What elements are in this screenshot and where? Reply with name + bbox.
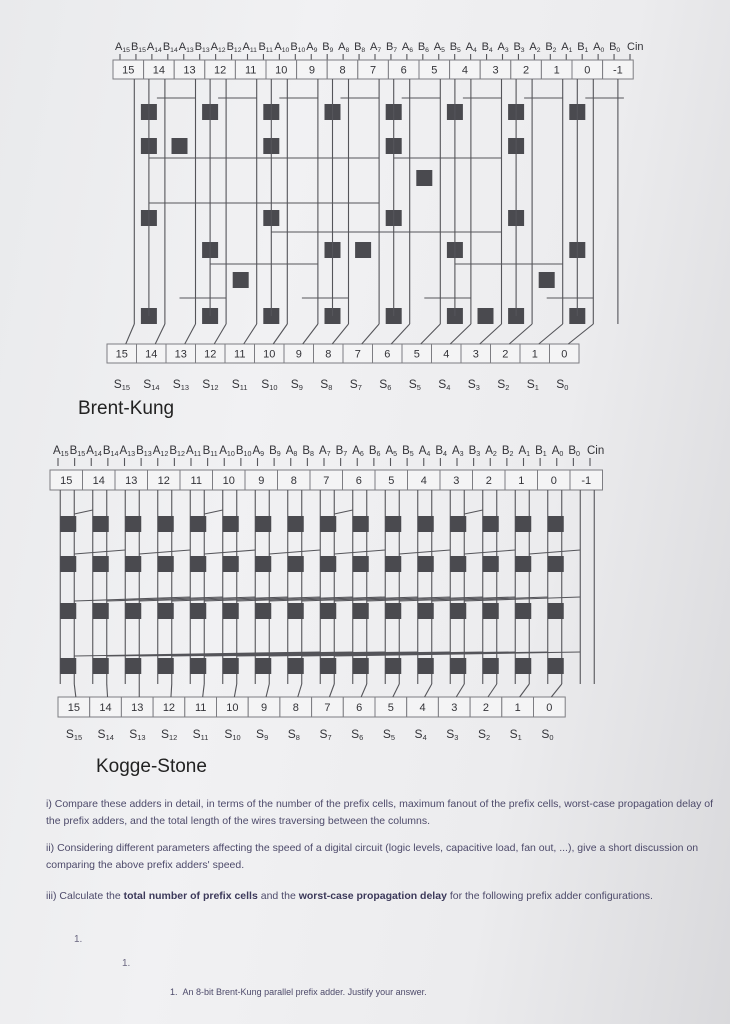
- input-label: B4: [481, 41, 493, 54]
- column-wire: [509, 324, 532, 344]
- sum-label: S10: [224, 727, 241, 742]
- top-column-cell-label: 10: [222, 475, 235, 487]
- prefix-cell: [320, 603, 336, 619]
- question-3-bold-delay: worst-case propagation delay: [298, 890, 447, 902]
- sum-label: S14: [143, 377, 160, 392]
- input-label: B7: [385, 41, 398, 54]
- input-label: B5: [402, 445, 414, 458]
- input-label: A3: [497, 41, 509, 54]
- prefix-cell: [418, 658, 434, 674]
- brent-kung-caption: Brent-Kung: [78, 398, 175, 419]
- input-label: A13: [178, 41, 194, 54]
- prefix-cell: [418, 556, 434, 572]
- sum-label: S7: [349, 377, 362, 392]
- bottom-column-cell-label: 13: [174, 348, 187, 361]
- sum-label: S15: [113, 377, 131, 392]
- prefix-cell: [478, 308, 494, 324]
- prefix-cell: [255, 658, 271, 674]
- question-2: ii) Considering different parameters affecting the speed of a digital circuit (logic levels, capacitive load, fan out, ...), give a short discussion on comparing the above prefix adders' speed.: [46, 842, 699, 871]
- prefix-cell: [190, 556, 206, 572]
- prefix-cell: [255, 556, 271, 572]
- prefix-cell: [548, 516, 564, 532]
- kogge-stone-svg: [0, 436, 730, 756]
- input-label: A12: [210, 41, 226, 54]
- top-column-cell-label: 1: [518, 475, 525, 487]
- cross-wire: [204, 550, 255, 554]
- prefix-cell: [353, 658, 369, 674]
- sum-label: S1: [526, 377, 539, 392]
- column-wire: [74, 684, 76, 697]
- input-label: B15: [69, 445, 86, 458]
- input-label: A0: [551, 445, 564, 458]
- prefix-cell: [450, 658, 466, 674]
- prefix-cell: [450, 516, 466, 532]
- input-label: A7: [319, 445, 331, 458]
- column-wire: [450, 324, 471, 344]
- top-column-cell-label: 12: [157, 475, 170, 487]
- prefix-cell: [125, 658, 141, 674]
- top-column-cell-label: 10: [275, 64, 288, 77]
- column-wire: [298, 684, 302, 697]
- top-column-cell-label: 13: [125, 475, 138, 487]
- bottom-column-cell-label: 1: [514, 702, 521, 714]
- cross-wire: [529, 550, 580, 554]
- cross-wire: [399, 550, 450, 554]
- prefix-cell: [320, 556, 336, 572]
- prefix-cell: [223, 603, 239, 619]
- prefix-cell: [93, 603, 109, 619]
- input-label: B10: [290, 41, 306, 54]
- bottom-column-cell-label: 13: [131, 702, 144, 714]
- sum-label: S12: [160, 727, 178, 742]
- top-column-cell-label: 12: [213, 64, 227, 77]
- top-column-cell-label: 6: [355, 475, 362, 487]
- input-label: B0: [568, 445, 581, 458]
- sum-label: S14: [97, 727, 114, 742]
- top-column-cell-label: 4: [461, 64, 468, 77]
- input-label: A14: [146, 41, 162, 54]
- input-label: B12: [226, 41, 242, 54]
- bottom-column-cell-label: 7: [354, 348, 361, 361]
- prefix-cell: [515, 516, 531, 532]
- input-label: A9: [252, 445, 265, 458]
- top-column-cell-label: 8: [290, 475, 297, 487]
- prefix-cell: [418, 603, 434, 619]
- input-label: B11: [258, 41, 273, 54]
- bottom-column-cell-label: 12: [204, 348, 217, 361]
- input-label: A1: [561, 41, 573, 54]
- bottom-column-cell-label: 0: [546, 702, 553, 714]
- top-column-cell-label: 7: [323, 475, 330, 487]
- list-item-number: 1.: [74, 934, 83, 945]
- carry-in-label: Cin: [627, 41, 644, 53]
- bottom-column-cell-label: 15: [67, 702, 80, 714]
- cross-wire: [269, 550, 320, 554]
- input-label: A2: [485, 445, 497, 458]
- bottom-column-cell-label: 4: [419, 702, 426, 714]
- bottom-column-cell-label: 14: [145, 348, 158, 361]
- prefix-cell: [483, 556, 499, 572]
- column-wire: [107, 684, 108, 697]
- bottom-column-cell-label: 5: [413, 348, 420, 361]
- list-item-text: An 8-bit Brent-Kung parallel prefix adder. Justify your answer.: [182, 987, 427, 997]
- prefix-cell: [288, 658, 304, 674]
- prefix-cell: [190, 658, 206, 674]
- top-column-cell-label: -1: [581, 475, 592, 487]
- top-column-cell-label: 6: [400, 64, 407, 77]
- top-column-cell-label: 5: [388, 475, 395, 487]
- bottom-column-cell-label: 12: [162, 702, 176, 714]
- input-label: B9: [322, 41, 334, 54]
- sum-label: S0: [541, 727, 554, 742]
- prefix-cell: [418, 516, 434, 532]
- top-column-cell-label: 9: [308, 64, 315, 77]
- input-label: A8: [338, 41, 350, 54]
- sum-label: S5: [408, 377, 421, 392]
- input-label: B11: [202, 445, 218, 458]
- cross-wire: [204, 510, 223, 514]
- sum-label: S6: [351, 727, 364, 742]
- cross-wire: [334, 510, 353, 514]
- input-label: A13: [119, 445, 136, 458]
- sum-label: S8: [287, 727, 300, 742]
- input-label: B12: [169, 445, 185, 458]
- cross-wire: [334, 550, 385, 554]
- question-3-bold-cells: total number of prefix cells: [123, 890, 258, 902]
- bottom-column-cell-label: 10: [226, 702, 239, 714]
- column-wire: [361, 684, 367, 697]
- input-label: B2: [501, 445, 514, 458]
- sum-label: S10: [261, 377, 278, 392]
- input-label: A6: [401, 41, 414, 54]
- prefix-cell: [60, 603, 76, 619]
- column-wire: [425, 684, 432, 697]
- input-label: A4: [418, 445, 431, 458]
- top-column-cell-label: 13: [183, 64, 196, 77]
- bottom-column-cell-label: 14: [99, 702, 112, 714]
- bottom-column-cell-label: 0: [561, 348, 568, 361]
- sum-label: S9: [290, 377, 303, 392]
- top-column-cell-label: 15: [122, 64, 135, 77]
- prefix-cell: [158, 556, 174, 572]
- top-column-cell-label: 11: [190, 475, 202, 487]
- input-label: B1: [577, 41, 589, 54]
- cross-wire: [139, 550, 190, 554]
- sum-label: S9: [256, 727, 269, 742]
- prefix-cell: [233, 272, 249, 288]
- column-wire: [244, 324, 257, 344]
- input-label: B15: [130, 41, 146, 54]
- bottom-column-cell-label: 11: [194, 702, 207, 714]
- input-label: A8: [285, 445, 298, 458]
- top-column-cell-label: -1: [613, 64, 623, 77]
- input-label: A1: [518, 445, 531, 458]
- prefix-cell: [255, 603, 271, 619]
- bottom-column-cell-label: 2: [482, 702, 490, 714]
- top-column-cell-label: 14: [92, 475, 105, 487]
- prefix-cell: [60, 556, 76, 572]
- prefix-cell: [93, 556, 109, 572]
- input-label: A11: [186, 445, 202, 458]
- top-column-cell-label: 14: [152, 64, 166, 77]
- input-label: A15: [53, 445, 69, 458]
- cross-wire: [464, 510, 483, 514]
- input-label: A15: [115, 41, 130, 54]
- column-wire: [332, 324, 348, 344]
- input-label: A2: [529, 41, 541, 54]
- column-wire: [155, 324, 165, 344]
- prefix-cell: [483, 516, 499, 532]
- input-label: A5: [385, 445, 398, 458]
- list-item-number: 1.: [170, 987, 178, 997]
- cross-wire: [464, 550, 515, 554]
- kogge-stone-caption: Kogge-Stone: [96, 756, 207, 777]
- sum-label: S15: [65, 727, 83, 742]
- bottom-column-cell-label: 1: [531, 348, 538, 361]
- prefix-cell: [223, 658, 239, 674]
- prefix-cell: [172, 138, 188, 154]
- input-label: B8: [302, 445, 315, 458]
- prefix-cell: [483, 658, 499, 674]
- input-label: B13: [136, 445, 152, 458]
- prefix-cell: [416, 170, 432, 186]
- carry-in-label: Cin: [587, 445, 605, 457]
- sum-label: S1: [509, 727, 522, 742]
- column-wire: [488, 684, 497, 697]
- prefix-cell: [320, 516, 336, 532]
- column-wire: [273, 324, 287, 344]
- input-label: B4: [435, 445, 448, 458]
- bottom-column-cell-label: 15: [115, 348, 128, 361]
- input-label: A7: [370, 41, 382, 54]
- list-item-number: 1.: [122, 958, 131, 969]
- sum-label: S13: [172, 377, 190, 392]
- sum-label: S4: [438, 377, 451, 392]
- input-label: B13: [194, 41, 210, 54]
- input-label: A0: [593, 41, 605, 54]
- top-column-cell-label: 5: [431, 64, 438, 77]
- column-wire: [539, 324, 563, 344]
- input-label: B1: [535, 445, 547, 458]
- sum-label: S3: [467, 377, 480, 392]
- column-wire: [185, 324, 196, 344]
- brent-kung-diagram: [0, 18, 730, 398]
- prefix-cell: [385, 603, 401, 619]
- question-3-end: for the following prefix adder configurations.: [446, 890, 653, 902]
- bottom-column-cell-label: 3: [472, 348, 479, 361]
- bottom-column-cell-label: 2: [502, 348, 509, 361]
- prefix-cell: [548, 603, 564, 619]
- bottom-column-cell-label: 7: [324, 702, 331, 714]
- question-3: [46, 888, 726, 905]
- input-label: A14: [86, 445, 102, 458]
- bottom-column-cell-label: 9: [260, 702, 268, 714]
- sum-label: S4: [414, 727, 427, 742]
- prefix-cell: [548, 556, 564, 572]
- input-label: B10: [235, 445, 252, 458]
- column-wire: [480, 324, 502, 344]
- prefix-cell: [355, 242, 371, 258]
- top-column-cell-label: 9: [258, 475, 265, 487]
- prefix-cell: [539, 272, 555, 288]
- prefix-cell: [515, 658, 531, 674]
- list-item: [170, 987, 427, 997]
- sum-label: S0: [556, 377, 569, 392]
- top-column-cell-label: 4: [420, 475, 427, 487]
- bottom-column-cell-label: 8: [325, 348, 332, 361]
- prefix-cell: [223, 516, 239, 532]
- column-wire: [171, 684, 172, 697]
- input-label: B5: [449, 41, 461, 54]
- column-wire: [266, 684, 269, 697]
- prefix-cell: [255, 516, 271, 532]
- input-label: A12: [152, 445, 169, 458]
- input-label: B3: [513, 41, 525, 54]
- top-column-cell-label: 15: [60, 475, 73, 487]
- question-3-intro: iii) Calculate the: [46, 890, 124, 902]
- column-wire: [551, 684, 561, 697]
- question-3-mid: and the: [257, 890, 299, 902]
- input-label: B0: [609, 41, 621, 54]
- input-label: B14: [102, 445, 119, 458]
- bottom-column-cell-label: 6: [356, 702, 363, 714]
- sum-label: S11: [231, 377, 248, 392]
- prefix-cell: [288, 603, 304, 619]
- column-wire: [391, 324, 409, 344]
- column-wire: [520, 684, 530, 697]
- sum-label: S7: [319, 727, 332, 742]
- sum-label: S13: [129, 727, 146, 742]
- bottom-column-cell-label: 3: [451, 702, 458, 714]
- column-wire: [203, 684, 205, 697]
- column-wire: [303, 324, 318, 344]
- bottom-column-cell-label: 4: [443, 348, 450, 361]
- prefix-cell: [385, 516, 401, 532]
- prefix-cell: [548, 658, 564, 674]
- prefix-cell: [158, 516, 174, 532]
- prefix-cell: [93, 516, 109, 532]
- column-wire: [329, 684, 334, 697]
- input-label: B8: [354, 41, 366, 54]
- top-column-cell-label: 2: [485, 475, 492, 487]
- sum-label: S8: [320, 377, 333, 392]
- input-label: B6: [368, 445, 381, 458]
- column-wire: [568, 324, 593, 344]
- prefix-cell: [125, 516, 141, 532]
- sum-label: S6: [379, 377, 392, 392]
- cross-wire: [74, 550, 125, 554]
- prefix-cell: [158, 658, 174, 674]
- prefix-cell: [288, 516, 304, 532]
- column-wire: [234, 684, 236, 697]
- input-label: A3: [452, 445, 464, 458]
- bottom-column-cell-label: 10: [263, 348, 276, 361]
- input-label: B2: [545, 41, 557, 54]
- column-wire: [456, 684, 464, 697]
- prefix-cell: [353, 556, 369, 572]
- prefix-cell: [223, 556, 239, 572]
- top-column-cell-label: 7: [370, 64, 377, 77]
- sum-label: S3: [446, 727, 459, 742]
- input-label: A6: [352, 445, 364, 458]
- bottom-column-cell-label: 8: [292, 702, 299, 714]
- top-column-cell-label: 8: [339, 64, 346, 77]
- prefix-cell: [450, 556, 466, 572]
- input-label: B3: [468, 445, 481, 458]
- input-label: B14: [162, 41, 178, 54]
- top-column-cell-label: 3: [492, 64, 499, 77]
- prefix-cell: [450, 603, 466, 619]
- input-label: A11: [242, 41, 257, 54]
- prefix-cell: [125, 556, 141, 572]
- input-label: A10: [274, 41, 290, 54]
- top-column-cell-label: 2: [523, 64, 530, 77]
- column-wire: [393, 684, 399, 697]
- prefix-cell: [515, 603, 531, 619]
- input-label: B6: [417, 41, 429, 54]
- bottom-column-cell-label: 11: [234, 348, 246, 361]
- kogge-stone-diagram: [0, 436, 730, 756]
- sum-label: S11: [192, 727, 209, 742]
- prefix-cell: [353, 516, 369, 532]
- sum-label: S2: [497, 377, 510, 392]
- bottom-column-cell-label: 6: [384, 348, 391, 361]
- prefix-cell: [60, 516, 76, 532]
- input-label: A10: [219, 445, 235, 458]
- top-column-cell-label: 0: [550, 475, 557, 487]
- input-label: B7: [335, 445, 348, 458]
- prefix-cell: [483, 603, 499, 619]
- column-wire: [362, 324, 379, 344]
- column-wire: [421, 324, 441, 344]
- top-column-cell-label: 11: [244, 64, 257, 77]
- question-1: i) Compare these adders in detail, in terms of the number of the prefix cells, maximum fanout of the prefix cells, worst-case propagation delay of the prefix adders, and the total length of the wires traversing between the columns.: [46, 798, 714, 827]
- column-wire: [214, 324, 226, 344]
- prefix-cell: [320, 658, 336, 674]
- prefix-cell: [515, 556, 531, 572]
- prefix-cell: [158, 603, 174, 619]
- prefix-cell: [125, 603, 141, 619]
- column-wire: [126, 324, 135, 344]
- sum-label: S5: [382, 727, 396, 742]
- top-column-cell-label: 1: [553, 64, 560, 77]
- prefix-cell: [288, 556, 304, 572]
- prefix-cell: [190, 603, 206, 619]
- top-column-cell-label: 0: [584, 64, 591, 77]
- input-label: A5: [433, 41, 445, 54]
- input-label: A4: [465, 41, 477, 54]
- brent-kung-svg: [0, 18, 730, 398]
- bottom-column-cell-label: 5: [387, 702, 394, 714]
- prefix-cell: [385, 658, 401, 674]
- input-label: A9: [306, 41, 318, 54]
- sum-label: S12: [202, 377, 219, 392]
- sum-label: S2: [477, 727, 491, 742]
- prefix-cell: [385, 556, 401, 572]
- input-label: B9: [269, 445, 281, 458]
- prefix-cell: [93, 658, 109, 674]
- cross-wire: [74, 510, 93, 514]
- prefix-cell: [60, 658, 76, 674]
- prefix-cell: [353, 603, 369, 619]
- prefix-cell: [190, 516, 206, 532]
- top-column-cell-label: 3: [453, 475, 460, 487]
- bottom-column-cell-label: 9: [295, 348, 302, 361]
